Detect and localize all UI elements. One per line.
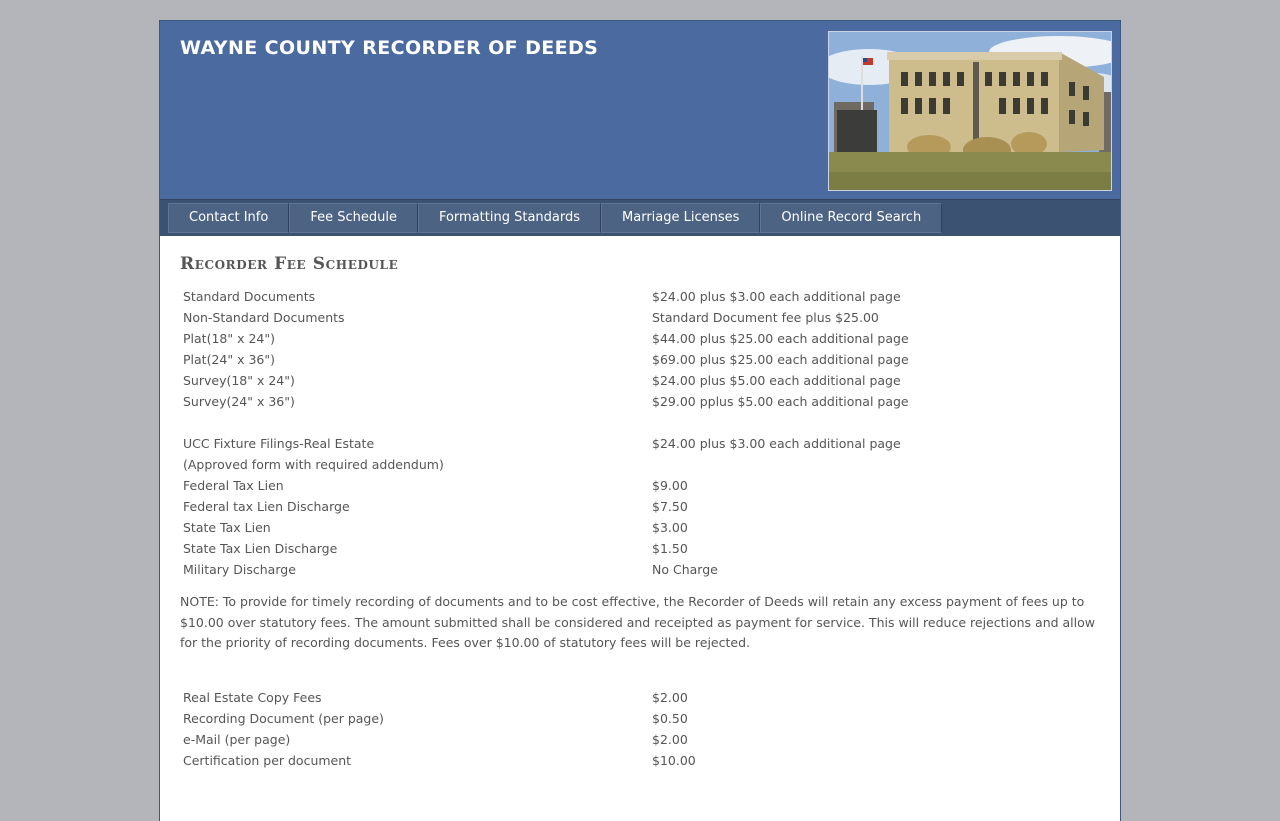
nav-contact-info[interactable]: Contact Info	[168, 203, 289, 233]
copy-fee-table	[180, 687, 1100, 771]
fee-amount: $9.00	[652, 478, 688, 493]
fee-amount: $44.00 plus $25.00 each additional page	[652, 331, 909, 346]
table-row	[180, 475, 1100, 496]
page-title: Recorder Fee Schedule	[180, 254, 399, 274]
fee-item: Federal Tax Lien	[183, 478, 284, 493]
nav-fee-schedule[interactable]: Fee Schedule	[289, 203, 418, 233]
table-row	[180, 729, 1100, 750]
fee-item: Standard Documents	[183, 289, 316, 304]
fee-item: Plat(24" x 36")	[183, 352, 275, 367]
fee-amount	[649, 454, 1100, 475]
table-row	[180, 750, 1100, 771]
nav-formatting-standards[interactable]: Formatting Standards	[418, 203, 601, 233]
fee-item: Survey(18" x 24")	[183, 373, 295, 388]
fee-item: UCC Fixture Filings-Real Estate	[183, 436, 375, 451]
fee-item: Plat(18" x 24")	[183, 331, 275, 346]
fee-amount: $1.50	[652, 541, 688, 556]
fee-item: Military Discharge	[183, 562, 296, 577]
table-row	[180, 349, 1100, 370]
table-row	[180, 433, 1100, 454]
table-row	[180, 328, 1100, 349]
fee-amount: $24.00 plus $3.00 each additional page	[652, 436, 901, 451]
fee-item: Real Estate Copy Fees	[183, 689, 322, 705]
fee-item: (Approved form with required addendum)	[183, 457, 444, 472]
fee-item: Non-Standard Documents	[183, 310, 345, 325]
page-container	[159, 20, 1121, 821]
table-row	[180, 454, 1100, 475]
table-row	[180, 517, 1100, 538]
table-row	[180, 708, 1100, 729]
site-title: WAYNE COUNTY RECORDER OF DEEDS	[180, 37, 599, 59]
nav-online-record-search[interactable]: Online Record Search	[760, 203, 942, 233]
fee-amount: $7.50	[652, 499, 688, 514]
table-row	[180, 559, 1100, 580]
table-row	[180, 307, 1100, 328]
table-spacer	[180, 412, 1100, 433]
table-row	[180, 538, 1100, 559]
table-row	[180, 370, 1100, 391]
fee-amount: $69.00 plus $25.00 each additional page	[652, 352, 909, 367]
table-row	[180, 687, 1100, 708]
main-nav	[160, 199, 1120, 236]
fee-amount: Standard Document fee plus $25.00	[652, 310, 879, 325]
fee-amount: No Charge	[652, 562, 718, 577]
site-header	[160, 21, 1120, 199]
fee-amount: $29.00 pplus $5.00 each additional page	[652, 394, 909, 409]
section-gap	[180, 654, 1100, 687]
fee-item: State Tax Lien Discharge	[183, 541, 338, 556]
nav-marriage-licenses[interactable]: Marriage Licenses	[601, 203, 760, 233]
fee-amount: $10.00	[652, 752, 696, 768]
fee-note: NOTE: To provide for timely recording of documents and to be cost effective, the Recorder of Deeds will retain any excess payment of fees up to $10.00 over statutory fees. The amount submitted shall be considered and receipted as payment for service. This will reduce rejections and allow for the priority of recording documents. Fees over $10.00 of statutory fees will be rejected.	[180, 594, 1095, 650]
courthouse-photo	[828, 31, 1112, 191]
fee-item: e-Mail (per page)	[183, 731, 291, 747]
table-row	[180, 286, 1100, 307]
fee-item: Federal tax Lien Discharge	[183, 499, 350, 514]
fee-item: Certification per document	[183, 752, 352, 768]
fee-item: Recording Document (per page)	[183, 710, 384, 726]
fee-amount: $2.00	[652, 731, 688, 747]
table-row	[180, 496, 1100, 517]
fee-item: State Tax Lien	[183, 520, 271, 535]
fee-amount: $2.00	[652, 689, 688, 705]
fee-amount: $24.00 plus $3.00 each additional page	[652, 289, 901, 304]
table-row	[180, 391, 1100, 412]
fee-amount: $24.00 plus $5.00 each additional page	[652, 373, 901, 388]
fee-amount: $0.50	[652, 710, 688, 726]
recording-fee-table	[180, 286, 1100, 580]
fee-item: Survey(24" x 36")	[183, 394, 295, 409]
fee-amount: $3.00	[652, 520, 688, 535]
main-content	[160, 236, 1120, 771]
